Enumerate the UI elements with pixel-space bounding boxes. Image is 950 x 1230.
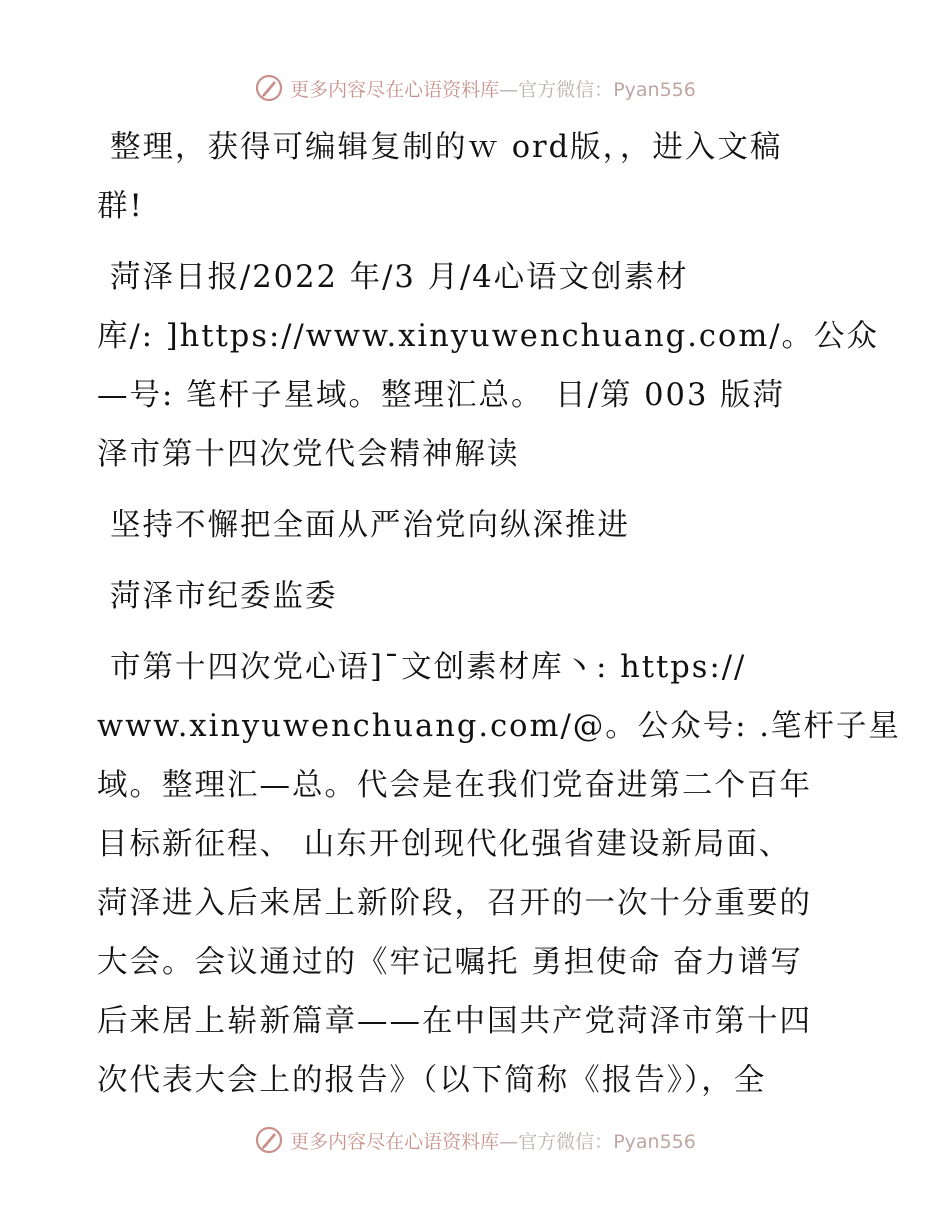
watermark-text: 更多内容尽在心语资料库—官方微信：Pyan556 [290,1130,696,1153]
paragraph-intro [97,118,857,236]
text-line: 菏泽市纪委监委 [110,579,338,614]
watermark-text: 更多内容尽在心语资料库—官方微信：Pyan556 [290,78,696,101]
text-line: 菏泽进入后来居上新阶段，召开的一次十分重要的 [97,886,812,921]
header-watermark [0,70,950,106]
text-line: 大会。会议通过的《牢记嘱托 勇担使命 奋力谱写 [97,945,803,980]
text-line: 次代表大会上的报告》（以下简称《报告》），全 [97,1063,767,1098]
paragraph-body [97,638,901,1110]
text-line: www.xinyuwenchuang.com/@。公众号: .笔杆子星 [97,709,901,744]
text-line: 后来居上崭新篇章——在中国共产党菏泽市第十四 [97,1004,812,1039]
text-line: 整理，获得可编辑复制的ｗ ord版，，进入文稿 [110,130,783,165]
text-line: 泽市第十四次党代会精神解读 [97,437,520,472]
text-line: 域。整理汇—总。代会是在我们党奋进第二个百年 [97,768,812,803]
article-title [97,496,857,555]
text-line: 目标新征程、 山东开创现代化强省建设新局面、 [97,827,792,862]
text-line: —号: 笔杆子星域。整理汇总。 日/第 003 版菏 [97,378,786,413]
footer-watermark [0,1122,950,1158]
paragraph-source [97,248,880,484]
quill-pen-logo-icon [254,73,284,103]
text-line: 菏泽日报/2022 年/3 月/4心语文创素材 [110,260,689,295]
text-line: 坚持不懈把全面从严治党向纵深推进 [110,508,630,543]
quill-pen-logo-icon [254,1125,284,1155]
text-line: 库/: ]https://www.xinyuwenchuang.com/。公众 [97,319,880,354]
text-line: 市第十四次党心语]¯文创素材库丶: https:// [110,650,747,685]
document-body [97,118,901,1110]
text-line: 群! [97,189,144,224]
article-author [97,567,857,626]
